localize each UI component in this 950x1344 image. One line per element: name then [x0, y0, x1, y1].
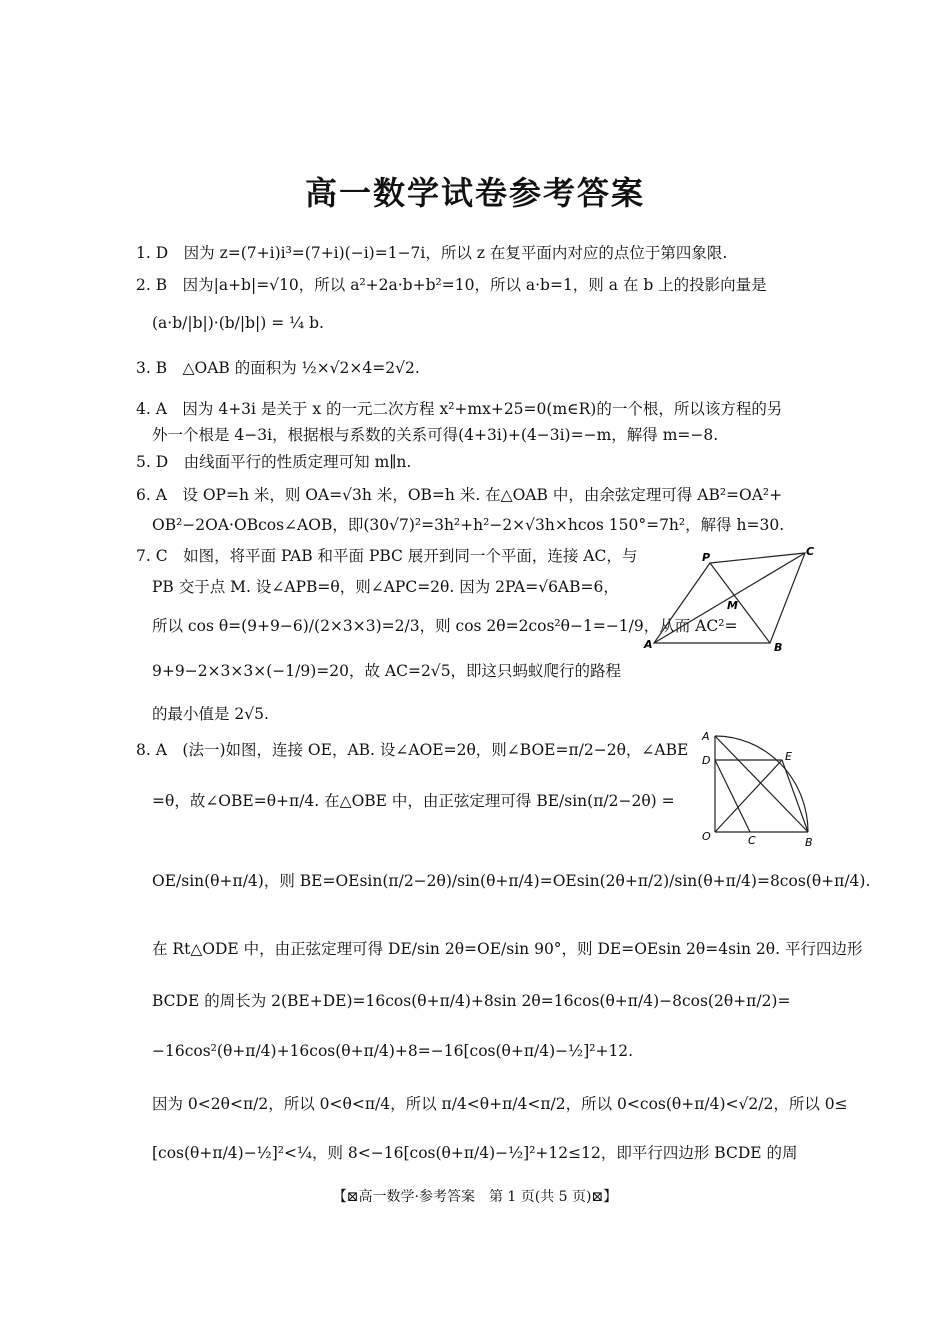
label-A: A: [702, 730, 710, 743]
answer-line: 5. D 由线面平行的性质定理可知 m∥n.: [136, 453, 412, 471]
answer-line: 6. A 设 OP=h 米，则 OA=√3h 米，OB=h 米. 在△OAB 中，由余弦定理可得 AB²=OA²+: [136, 486, 783, 504]
figure-8-diagram: [700, 728, 825, 850]
answer-line: 因为 0<2θ<π/2，所以 0<θ<π/4，所以 π/4<θ+π/4<π/2，所以 0<cos(θ+π/4)<√2/2，所以 0≤: [152, 1095, 848, 1113]
answer-line: 在 Rt△ODE 中，由正弦定理可得 DE/sin 2θ=OE/sin 90°，则 DE=OEsin 2θ=4sin 2θ. 平行四边形: [152, 940, 863, 958]
answer-line: 3. B △OAB 的面积为 ½×√2×4=2√2.: [136, 359, 420, 377]
label-A: A: [644, 638, 653, 651]
answer-line: 2. B 因为|a+b|=√10，所以 a²+2a·b+b²=10，所以 a·b=1，则 a 在 b 上的投影向量是: [136, 276, 767, 294]
answer-line: 所以 cos θ=(9+9−6)/(2×3×3)=2/3，则 cos 2θ=2cos²θ−1=−1/9，从而 AC²=: [152, 617, 738, 635]
answer-line: −16cos²(θ+π/4)+16cos(θ+π/4)+8=−16[cos(θ+π/4)−½]²+12.: [152, 1042, 634, 1060]
label-D: D: [702, 754, 711, 767]
answer-line: [cos(θ+π/4)−½]²<¼，则 8<−16[cos(θ+π/4)−½]²+12≤12，即平行四边形 BCDE 的周: [152, 1144, 798, 1162]
label-C: C: [806, 545, 815, 558]
answer-line: BCDE 的周长为 2(BE+DE)=16cos(θ+π/4)+8sin 2θ=16cos(θ+π/4)−8cos(2θ+π/2)=: [152, 992, 791, 1010]
label-B: B: [805, 836, 813, 849]
answer-line: OE/sin(θ+π/4)，则 BE=OEsin(π/2−2θ)/sin(θ+π/4)=OEsin(2θ+π/2)/sin(θ+π/4)=8cos(θ+π/4).: [152, 872, 871, 890]
page-footer: 【⊠高一数学·参考答案 第 1 页(共 5 页)⊠】: [332, 1189, 618, 1205]
answer-line: 1. D 因为 z=(7+i)i³=(7+i)(−i)=1−7i，所以 z 在复平面内对应的点位于第四象限.: [136, 244, 728, 262]
label-B: B: [774, 641, 783, 654]
answer-line: 外一个根是 4−3i，根据根与系数的关系可得(4+3i)+(4−3i)=−m，解得 m=−8.: [152, 426, 719, 444]
answer-line: 的最小值是 2√5.: [152, 705, 269, 723]
answer-line: OB²−2OA·OBcos∠AOB，即(30√7)²=3h²+h²−2×√3h×hcos 150°=7h²，解得 h=30.: [152, 516, 785, 534]
label-O: O: [702, 830, 711, 843]
label-P: P: [702, 551, 711, 564]
page-title: 高一数学试卷参考答案: [304, 174, 645, 212]
figure-7-diagram: [640, 545, 820, 655]
answer-line: 8. A (法一)如图，连接 OE，AB. 设∠AOE=2θ，则∠BOE=π/2−2θ，∠ABE: [136, 741, 689, 759]
answer-line: (a·b/|b|)·(b/|b|) = ¼ b.: [152, 314, 324, 332]
answer-line: 7. C 如图，将平面 PAB 和平面 PBC 展开到同一个平面，连接 AC，与: [136, 547, 638, 565]
answer-line: 9+9−2×3×3×(−1/9)=20，故 AC=2√5，即这只蚂蚁爬行的路程: [152, 662, 622, 680]
label-C: C: [748, 834, 756, 847]
answer-line: 4. A 因为 4+3i 是关于 x 的一元二次方程 x²+mx+25=0(m∈R)的一个根，所以该方程的另: [136, 400, 783, 418]
label-M: M: [727, 599, 738, 612]
answer-line: =θ，故∠OBE=θ+π/4. 在△OBE 中，由正弦定理可得 BE/sin(π/2−2θ) =: [152, 792, 675, 810]
label-E: E: [785, 750, 792, 763]
answer-line: PB 交于点 M. 设∠APB=θ，则∠APC=2θ. 因为 2PA=√6AB=6，: [152, 578, 619, 596]
